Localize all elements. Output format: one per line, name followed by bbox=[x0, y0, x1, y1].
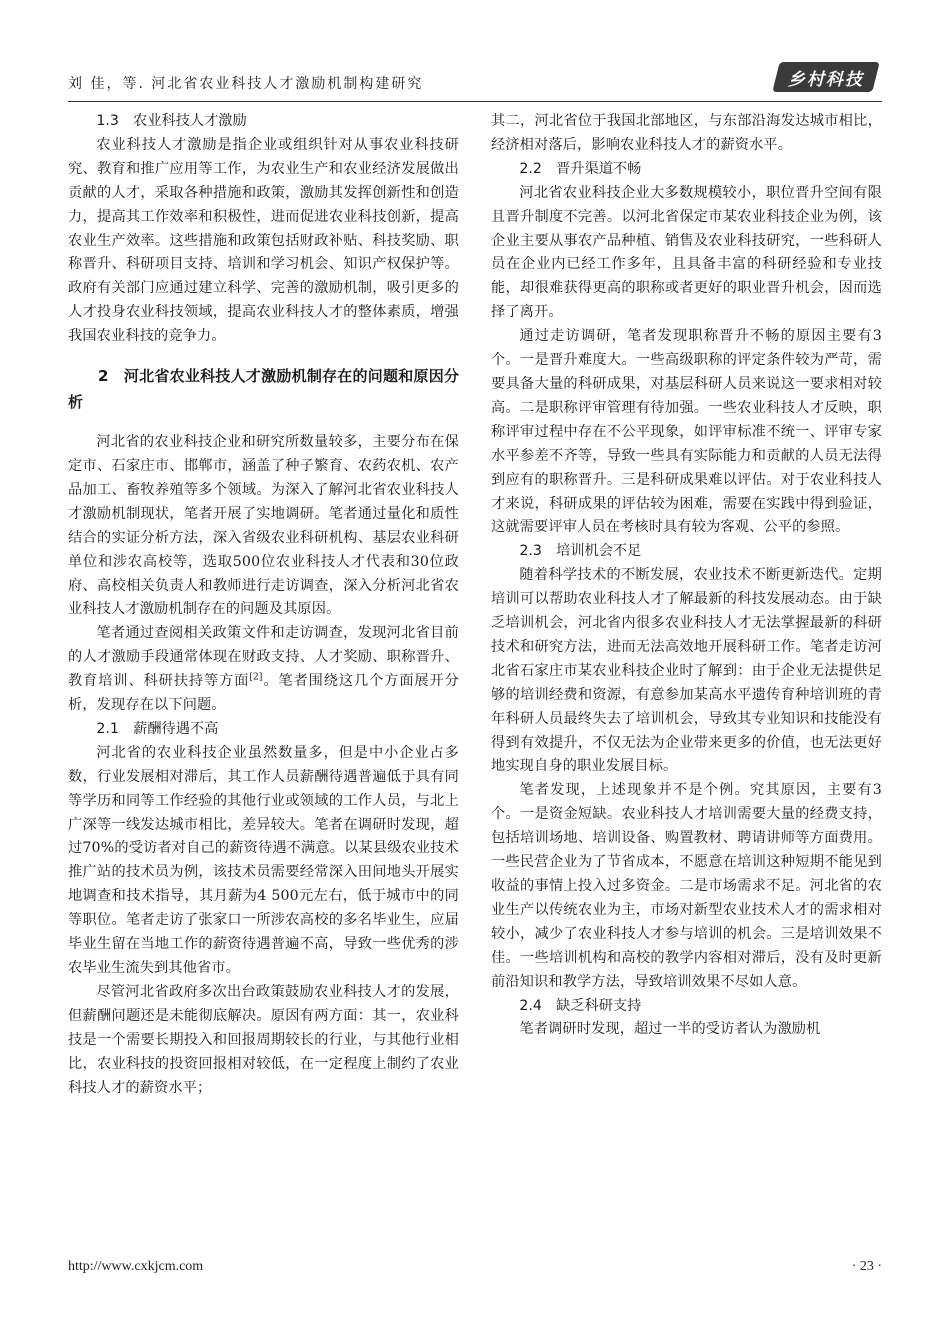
paragraph: 尽管河北省政府多次出台政策鼓励农业科技人才的发展，但薪酬问题还是未能彻底解决。原因有两方面：其一，农业科技是一个需要长期投入和回报周期较长的行业，与其他行业相比，农业科技的投资回报相对较低，在一定程度上制约了农业科技人才的薪资水平； bbox=[68, 983, 459, 1096]
paragraph-text: 笔者通过查阅相关政策文件和走访调查，发现河北省目前的人才激励手段通常体现在财政支持、人才奖励、职称晋升、教育培训、科研扶持等方面 bbox=[68, 625, 459, 690]
right-column bbox=[491, 110, 882, 1042]
section-heading-2-1: 2.1 薪酬待遇不高 bbox=[96, 720, 219, 737]
paragraph: 笔者发现，上述现象并不是个例。究其原因，主要有3个。一是资金短缺。农业科技人才培训需要大量的经费支持，包括培训场地、培训设备、购置教材、聘请讲师等方面费用。一些民营企业为了节省成本，不愿意在培训这种短期不能见到收益的事情上投入过多资金。二是市场需求不足。河北省的农业生产以传统农业为主，市场对新型农业技术人才的需求相对较小，减少了农业科技人才参与培训的机会。三是培训效果不佳。一些培训机构和高校的教学内容相对滞后，没有及时更新前沿知识和教学方法，导致培训效果不尽如人意。 bbox=[491, 782, 882, 990]
paragraph: 河北省农业科技企业大多数规模较小，职位晋升空间有限且晋升制度不完善。以河北省保定市某农业科技企业为例，该企业主要从事农产品种植、销售及农业科技研究，一些科研人员在企业内已经工作多年，且具备丰富的科研经验和专业技能，却很难获得更高的职称或者更好的职业晋升机会，因而选择了离开。 bbox=[491, 184, 882, 321]
section-heading-2-3: 2.3 培训机会不足 bbox=[519, 543, 642, 560]
footer-url[interactable]: http://www.cxkjcm.com bbox=[68, 1259, 204, 1274]
paragraph-text: 。笔者围绕这几个方面展开分析，发现存在以下问题。 bbox=[68, 673, 459, 714]
paragraph: 通过走访调研，笔者发现职称晋升不畅的原因主要有3个。一是晋升难度大。一些高级职称的评定条件较为严苛，需要具备大量的科研成果，对基层科研人员来说这一要求相对较高。二是职称评审管理有待加强。一些农业科技人才反映，职称评审过程中存在不公平现象，如评审标准不统一、评审专家水平参差不齐等，导致一些具有实际能力和贡献的人员无法得到应有的职称晋升。三是科研成果难以评估。对于农业科技人才来说，科研成果的评估较为困难，需要在实践中得到验证，这就需要评审人员在考核时具有较为客观、公平的参照。 bbox=[491, 328, 882, 536]
left-column bbox=[68, 110, 459, 1100]
page-number: · 23 · bbox=[851, 1259, 882, 1274]
section-heading-1-3: 1.3 农业科技人才激励 bbox=[96, 113, 247, 129]
section-heading-2-4: 2.4 缺乏科研支持 bbox=[519, 997, 642, 1014]
journal-logo bbox=[772, 62, 879, 92]
section-heading-2-2: 2.2 晋升渠道不畅 bbox=[519, 160, 642, 177]
header-rule bbox=[68, 101, 882, 102]
page-header bbox=[68, 60, 882, 100]
paragraph bbox=[68, 622, 459, 718]
paragraph: 笔者调研时发现，超过一半的受访者认为激励机 bbox=[519, 1021, 821, 1038]
journal-logo-text: 乡村科技 bbox=[788, 69, 864, 90]
section-heading-2: 2 河北省农业科技人才激励机制存在的问题和原因分析 bbox=[68, 367, 459, 412]
paragraph: 河北省的农业科技企业和研究所数量较多，主要分布在保定市、石家庄市、邯郸市，涵盖了种子繁育、农药农机、农产品加工、畜牧养殖等多个领域。为深入了解河北省农业科技人才激励机制现状，笔者开展了实地调研。笔者通过量化和质性结合的实证分析方法，深入省级农业科研机构、基层农业科研单位和涉农高校等，选取500位农业科技人才代表和30位政府、高校相关负责人和教师进行走访调查，深入分析河北省农业科技人才激励机制存在的问题及其原因。 bbox=[68, 434, 459, 618]
running-head: 刘 佳，等. 河北省农业科技人才激励机制构建研究 bbox=[68, 76, 424, 92]
paragraph: 随着科学技术的不断发展，农业技术不断更新迭代。定期培训可以帮助农业科技人才了解最新的科技发展动态。由于缺乏培训机会，河北省内很多农业科技人才无法掌握最新的科研技术和研究方法，进而无法高效地开展科研工作。笔者走访河北省石家庄市某农业科技企业时了解到：由于企业无法提供足够的培训经费和资源，有意参加某高水平遗传育种培训班的青年科研人员最终失去了培训机会，导致其专业知识和技能没有得到有效提升，不仅无法为企业带来更多的价值，也无法更好地实现自身的职业发展目标。 bbox=[491, 567, 882, 775]
paragraph: 农业科技人才激励是指企业或组织针对从事农业科技研究、教育和推广应用等工作，为农业生产和农业经济发展做出贡献的人才，采取各种措施和政策，激励其发挥创新性和创造力，提高其工作效率和积极性，进而促进农业科技创新，提高农业生产效率。这些措施和政策包括财政补贴、科技奖励、职称晋升、科研项目支持、培训和学习机会、知识产权保护等。政府有关部门应通过建立科学、完善的激励机制，吸引更多的人才投身农业科技领域，提高农业科技人才的整体素质，增强我国农业科技的竞争力。 bbox=[68, 136, 459, 345]
paragraph: 河北省的农业科技企业虽然数量多，但是中小企业占多数，行业发展相对滞后，其工作人员薪酬待遇普遍低于具有同等学历和同等工作经验的其他行业或领域的工作人员，与北上广深等一线发达城市相比，差异较大。笔者在调研时发现，超过70%的受访者对自己的薪资待遇不满意。以某县级农业技术推广站的技术员为例，该技术员需要经常深入田间地头开展实地调查和技术指导，其月薪为4 500元左右，低于城市中的同等职位。笔者走访了张家口一所涉农高校的多名毕业生，应届毕业生留在当地工作的薪资待遇普遍不高，导致一些优秀的涉农毕业生流失到其他省市。 bbox=[68, 744, 459, 976]
paragraph-continued: 其二，河北省位于我国北部地区，与东部沿海发达城市相比，经济相对落后，影响农业科技人才的薪资水平。 bbox=[491, 113, 882, 153]
citation-ref: [2] bbox=[249, 672, 263, 683]
